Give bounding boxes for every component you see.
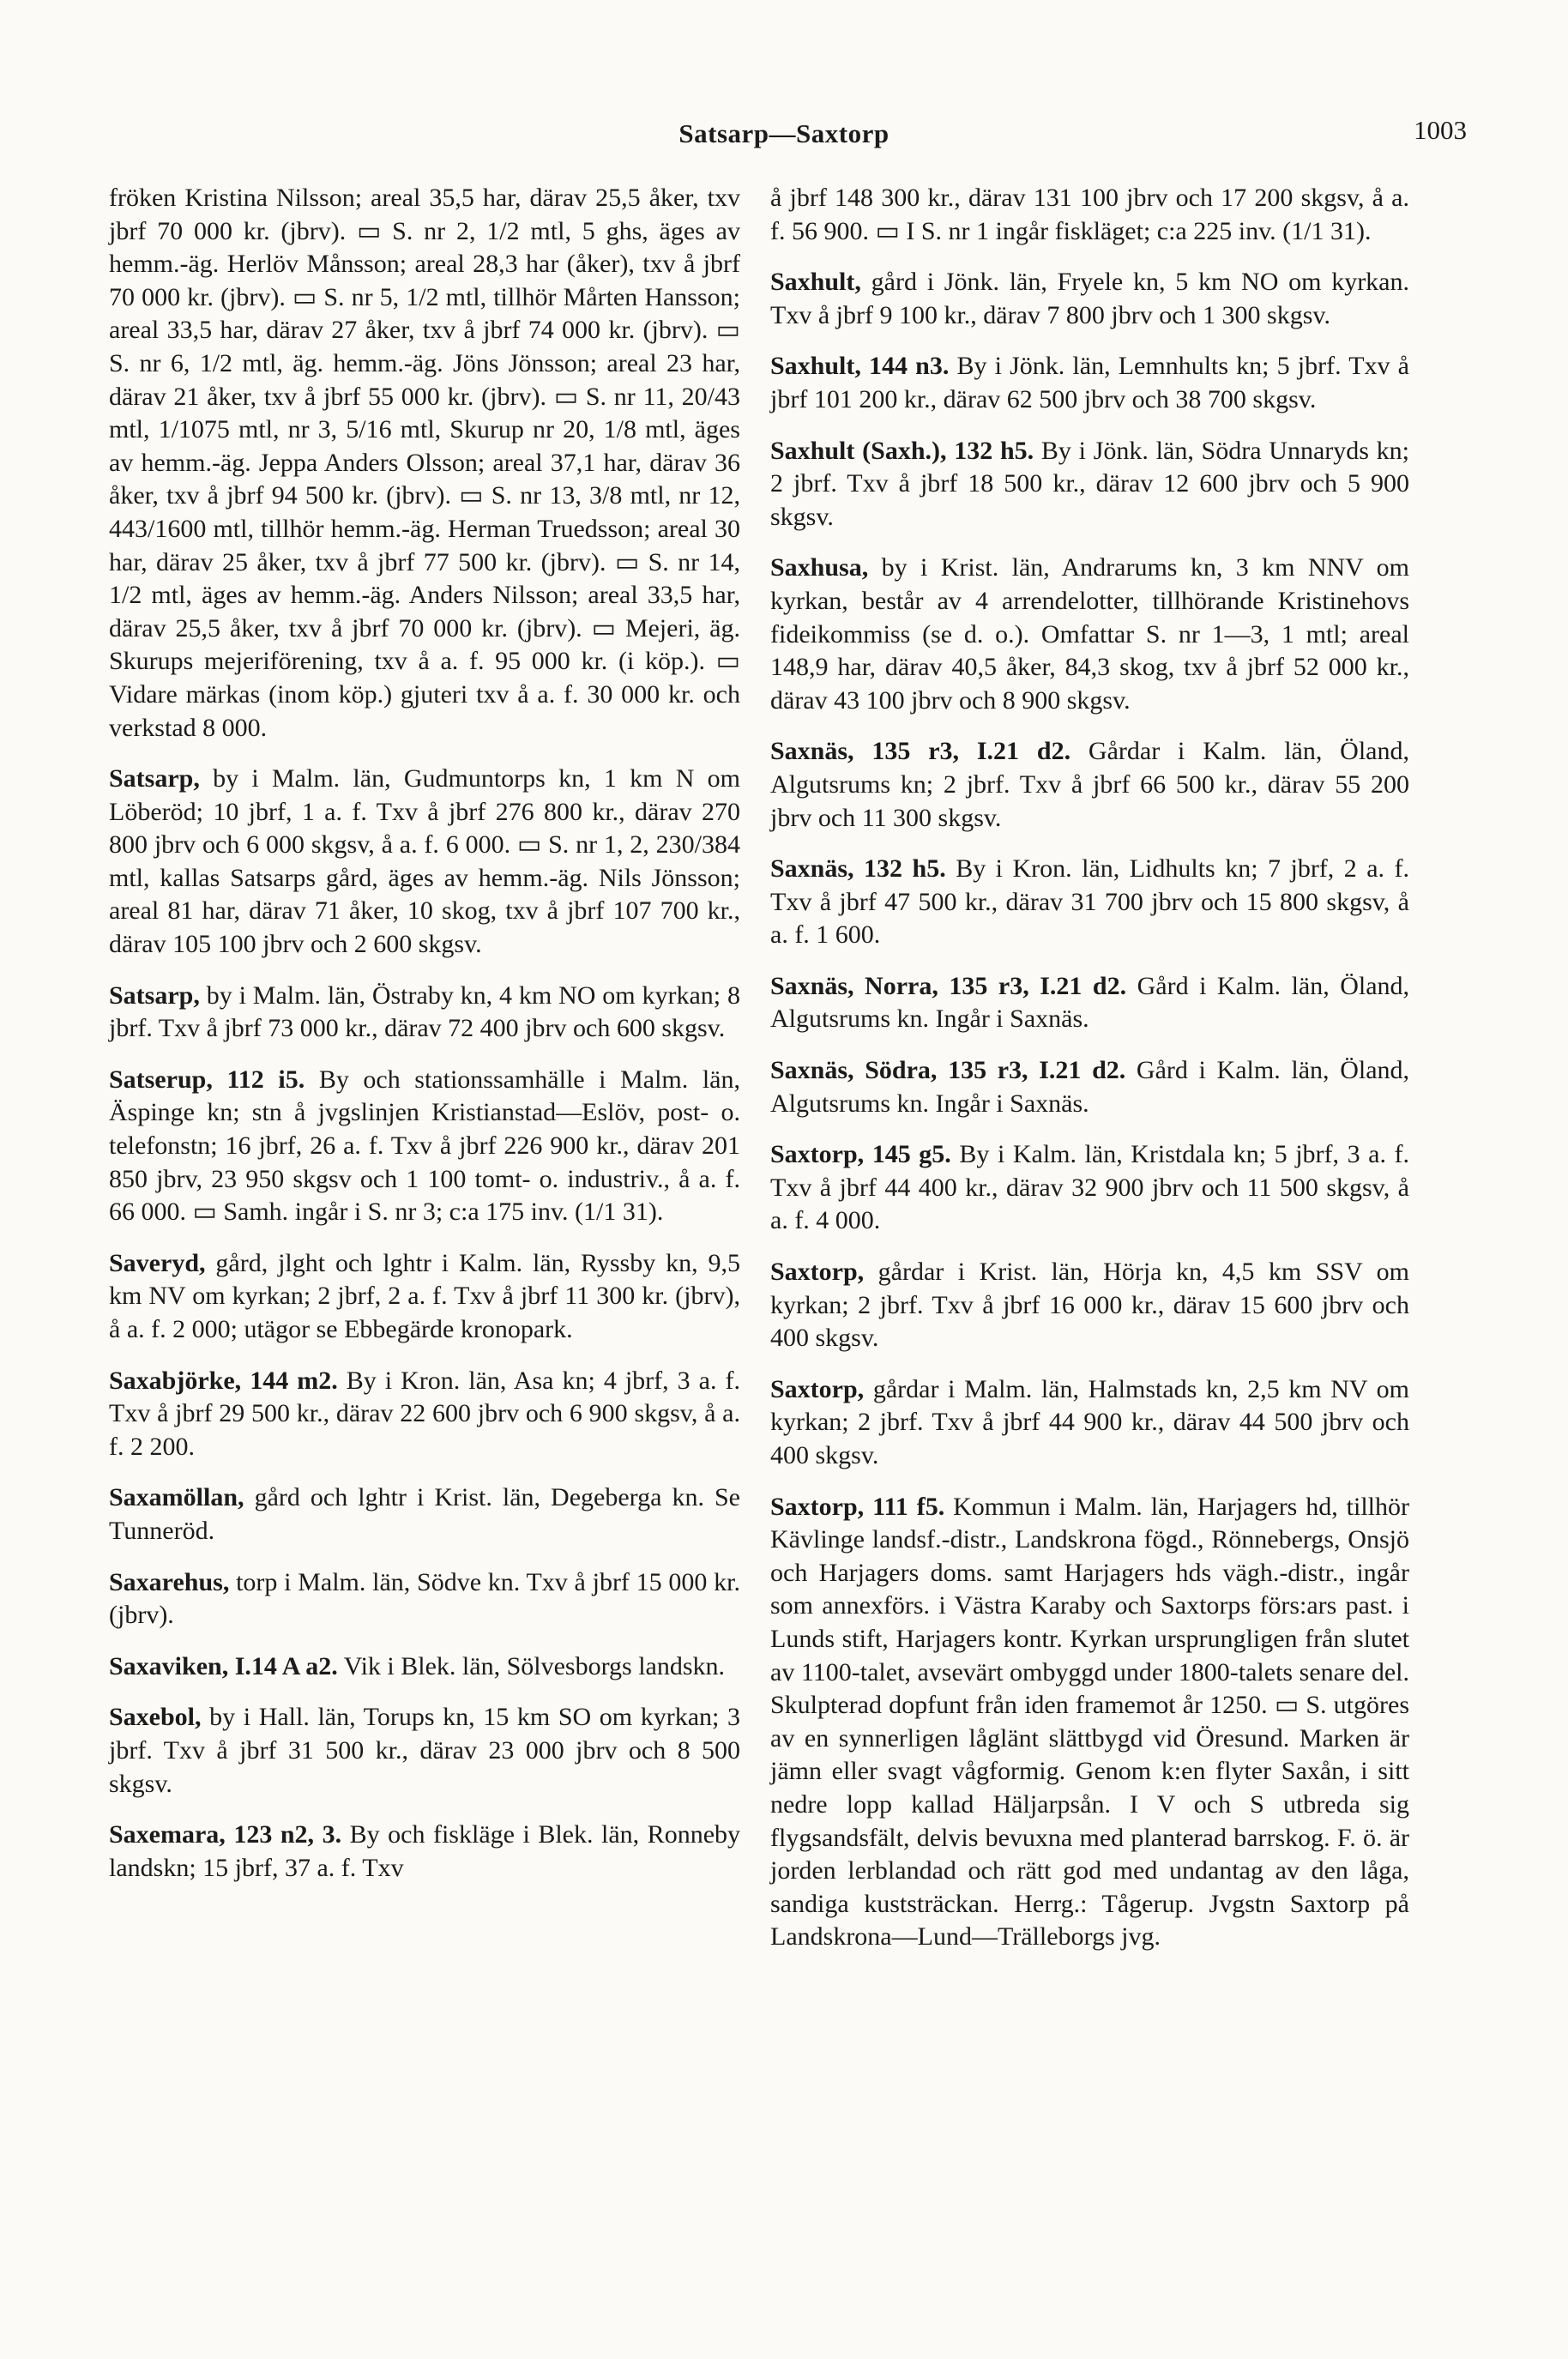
headword: Saxhusa,	[770, 553, 869, 582]
entry: fröken Kristina Nilsson; areal 35,5 har, därav 25,5 åker, txv jbrf 70 000 kr. (jbrv). ▭ S. nr 2, 1/2 mtl, 5 ghs, äges av hemm.-äg. Herlöv Månsson; areal 28,3 har (åker), txv å jbrf 70 000 kr. (jbrv). ▭ S. nr 5, 1/2 mtl, tillhör Mårten Hansson; areal 33,5 har, därav 27 åker, txv å jbrf 74 000 kr. (jbrv). ▭ S. nr 6, 1/2 mtl, äg. hemm.-äg. Jöns Jönsson; areal 23 har, därav 21 åker, txv å jbrf 55 000 kr. (jbrv). ▭ S. nr 11, 20/43 mtl, 1/1075 mtl, nr 3, 5/16 mtl, Skurup nr 20, 1/8 mtl, äges av hemm.-äg. Jeppa Anders Olsson; areal 37,1 har, därav 36 åker, txv å jbrf 94 500 kr. (jbrv). ▭ S. nr 13, 3/8 mtl, nr 12, 443/1600 mtl, tillhör hemm.-äg. Herman Truedsson; areal 30 har, därav 25 åker, txv å jbrf 77 500 kr. (jbrv). ▭ S. nr 14, 1/2 mtl, äges av hemm.-äg. Anders Nilsson; areal 33,5 har, därav 25,5 åker, txv å jbrf 70 000 kr. (jbrv). ▭ Mejeri, äg. Skurups mejeriförening, txv å a. f. 95 000 kr. (i köp.). ▭ Vidare märkas (inom köp.) gjuteri txv å a. f. 30 000 kr. och verkstad 8 000.	[109, 184, 740, 742]
left-column	[109, 182, 740, 1903]
right-column	[770, 182, 1409, 1972]
map-reference: 135 r3, I.21 d2.	[871, 737, 1071, 766]
entry: Saveryd, gård, jlght och lghtr i Kalm. län, Ryssby kn, 9,5 km NV om kyrkan; 2 jbrf, 2 a. f. Txv å jbrf 11 300 kr. (jbrv), å a. f. 2 000; utägor se Ebbegärde kronopark.	[109, 1248, 740, 1343]
entry: Saxtorp, gårdar i Malm. län, Halmstads kn, 2,5 km NV om kyrkan; 2 jbrf. Txv å jbrf 44 900 kr., därav 44 500 jbrv och 400 skgsv.	[770, 1374, 1410, 1469]
entry: Saxemara, 123 n2, 3. By och fiskläge i Blek. län, Ronneby landskn; 15 jbrf, 37 a. f. Txv	[109, 1820, 741, 1882]
map-reference: I.14 A a2.	[234, 1651, 338, 1680]
entry: Saxabjörke, 144 m2. By i Kron. län, Asa kn; 4 jbrf, 3 a. f. Txv å jbrf 29 500 kr., därav 22 600 jbrv och 6 900 skgsv, å a. f. 2 200.	[109, 1366, 740, 1461]
entry: Saxnäs, Norra, 135 r3, I.21 d2. Gård i Kalm. län, Öland, Algutsrums kn. Ingår i Saxnäs.	[770, 971, 1410, 1034]
headword: Saxarehus,	[109, 1567, 230, 1596]
headword: Saxnäs,	[770, 737, 854, 766]
headword: Saxtorp,	[770, 1140, 865, 1169]
headword: Saxhult	[770, 436, 855, 465]
headword: Saxtorp,	[770, 1258, 865, 1287]
headword: Saxtorp,	[770, 1492, 865, 1521]
page-number: 1003	[1414, 115, 1467, 145]
headword: Satserup,	[109, 1065, 213, 1094]
entry: Saxnäs, 135 r3, I.21 d2. Gårdar i Kalm. län, Öland, Algutsrums kn; 2 jbrf. Txv å jbrf 66 500 kr., därav 55 200 jbrv och 11 300 skgsv.	[770, 737, 1409, 832]
entry: Saxtorp, 111 f5. Kommun i Malm. län, Harjagers hd, tillhör Kävlinge landsf.-distr., Landskrona fögd., Rönnebergs, Onsjö och Harjagers doms. samt Harjagers hds vägh.-distr., ingår som annexförs. i Västra Karaby och Saxtorps förs:ars past. i Lunds stift, Harjagers kontr. Kyrkan ursprungligen från slutet av 1100-talet, avsevärt ombyggd under 1800-talets senare del. Skulpterad dopfunt från iden framemot år 1250. ▭ S. utgöres av en synnerligen låglänt slättbygd vid Öresund. Marken är jämn eller svagt vågformig. Genom k:en flyter Saxån, i sitt nedre lopp kallad Häljarpsån. I V och S utbreda sig flygsandsfält, delvis bevuxna med planterad barrskog. F. ö. är jorden lerblandad och rätt god med undantag av den låga, sandiga kuststräckan. Herrg.: Tågerup. Jvgstn Saxtorp på Landskrona—Lund—Trälleborgs jvg.	[770, 1492, 1410, 1952]
entry: Saxarehus, torp i Malm. län, Södve kn. Txv å jbrf 15 000 kr. (jbrv).	[109, 1567, 740, 1630]
entry: å jbrf 148 300 kr., därav 131 100 jbrv och 17 200 skgsv, å a. f. 56 900. ▭ I S. nr 1 ingår fiskläget; c:a 225 inv. (1/1 31).	[770, 184, 1409, 245]
headword: Satsarp,	[109, 764, 200, 793]
map-reference: 144 m2.	[250, 1366, 338, 1395]
map-reference: 144 n3.	[869, 352, 950, 381]
entry: Saxebol, by i Hall. län, Torups kn, 15 km SO om kyrkan; 3 jbrf. Txv å jbrf 31 500 kr., därav 23 000 jbrv och 8 500 skgsv.	[109, 1703, 740, 1798]
headword: Saxhult,	[770, 268, 861, 297]
entry: Saxaviken, I.14 A a2. Vik i Blek. län, Sölvesborgs landskn.	[109, 1651, 726, 1680]
entry: Saxhult, gård i Jönk. län, Fryele kn, 5 km NO om kyrkan. Txv å jbrf 9 100 kr., därav 7 800 jbrv och 1 300 skgsv.	[770, 268, 1409, 329]
map-reference: 145 g5.	[871, 1140, 951, 1169]
entry: Saxhult (Saxh.), 132 h5. By i Jönk. län, Södra Unnaryds kn; 2 jbrf. Txv å jbrf 18 500 kr., därav 12 600 jbrv och 5 900 skgsv.	[770, 436, 1410, 531]
map-reference: 123 n2, 3.	[233, 1820, 342, 1849]
entry: Saxtorp, gårdar i Krist. län, Hörja kn, 4,5 km SSV om kyrkan; 2 jbrf. Txv å jbrf 16 000 kr., därav 15 600 jbrv och 400 skgsv.	[770, 1258, 1409, 1353]
headword: Saxtorp,	[770, 1374, 865, 1403]
headword: Saxemara,	[109, 1820, 226, 1849]
entry: Satsarp, by i Malm. län, Gudmuntorps kn, 1 km N om Löberöd; 10 jbrf, 1 a. f. Txv å jbrf 276 800 kr., därav 270 800 jbrv och 6 000 skgsv, å a. f. 6 000. ▭ S. nr 1, 2, 230/384 mtl, kallas Satsarps gård, äges av hemm.-äg. Nils Jönsson; areal 81 har, därav 71 åker, 10 skog, txv å jbrf 107 700 kr., därav 105 100 jbrv och 2 600 skgsv.	[109, 764, 740, 959]
map-reference: 135 r3, I.21 d2.	[949, 971, 1127, 1000]
entry: Saxhult, 144 n3. By i Jönk. län, Lemnhults kn; 5 jbrf. Txv å jbrf 101 200 kr., därav 62 500 jbrv och 38 700 skgsv.	[770, 352, 1409, 413]
headword: Saxabjörke,	[109, 1366, 242, 1395]
entry: Saxnäs, Södra, 135 r3, I.21 d2. Gård i Kalm. län, Öland, Algutsrums kn. Ingår i Saxnäs.	[770, 1056, 1410, 1118]
entry: Saxnäs, 132 h5. By i Kron. län, Lidhults kn; 7 jbrf, 2 a. f. Txv å jbrf 47 500 kr., därav 31 700 jbrv och 15 800 skgsv, å a. f. 1 600.	[770, 854, 1410, 950]
map-reference: (Saxh.), 132 h5.	[862, 436, 1034, 465]
entry: Saxamöllan, gård och lghtr i Krist. län, Degeberga kn. Se Tunneröd.	[109, 1483, 740, 1545]
headword: Saxamöllan,	[109, 1483, 244, 1512]
headword: Saveryd,	[109, 1248, 206, 1277]
running-header: Satsarp—Saxtorp	[678, 118, 890, 148]
entry: Saxhusa, by i Krist. län, Andrarums kn, 3 km NNV om kyrkan, består av 4 arrendelotter, tillhörande Kristinehovs fideikommiss (se d. o.). Omfattar S. nr 1—3, 1 mtl; areal 148,9 har, därav 40,5 åker, 84,3 skog, txv å jbrf 52 000 kr., därav 43 100 jbrv och 8 900 skgsv.	[770, 553, 1409, 715]
map-reference: 135 r3, I.21 d2.	[948, 1056, 1126, 1085]
entry: Satsarp, by i Malm. län, Östraby kn, 4 km NO om kyrkan; 8 jbrf. Txv å jbrf 73 000 kr., därav 72 400 jbrv och 600 skgsv.	[109, 980, 740, 1043]
map-reference: 111 f5.	[872, 1492, 945, 1521]
headword: Satsarp,	[109, 980, 200, 1010]
map-reference: 132 h5.	[864, 854, 946, 884]
headword: Saxnäs, Norra,	[770, 971, 938, 1000]
headword: Saxnäs,	[770, 854, 854, 884]
headword: Saxebol,	[109, 1703, 202, 1732]
headword: Saxhult,	[770, 352, 861, 381]
entry: Satserup, 112 i5. By och stationssamhälle i Malm. län, Äspinge kn; stn å jvgslinjen Kristianstad—Eslöv, post- o. telefonstn; 16 jbrf, 26 a. f. Txv å jbrf 226 900 kr., därav 201 850 jbrv, 23 950 skgsv och 1 100 tomt- o. industriv., å a. f. 66 000. ▭ Samh. ingår i S. nr 3; c:a 175 inv. (1/1 31).	[109, 1065, 740, 1227]
entry: Saxtorp, 145 g5. By i Kalm. län, Kristdala kn; 5 jbrf, 3 a. f. Txv å jbrf 44 400 kr., därav 32 900 jbrv och 11 500 skgsv, å a. f. 4 000.	[770, 1140, 1410, 1235]
headword: Saxaviken,	[109, 1651, 229, 1680]
map-reference: 112 i5.	[226, 1065, 305, 1094]
headword: Saxnäs, Södra,	[770, 1056, 938, 1085]
